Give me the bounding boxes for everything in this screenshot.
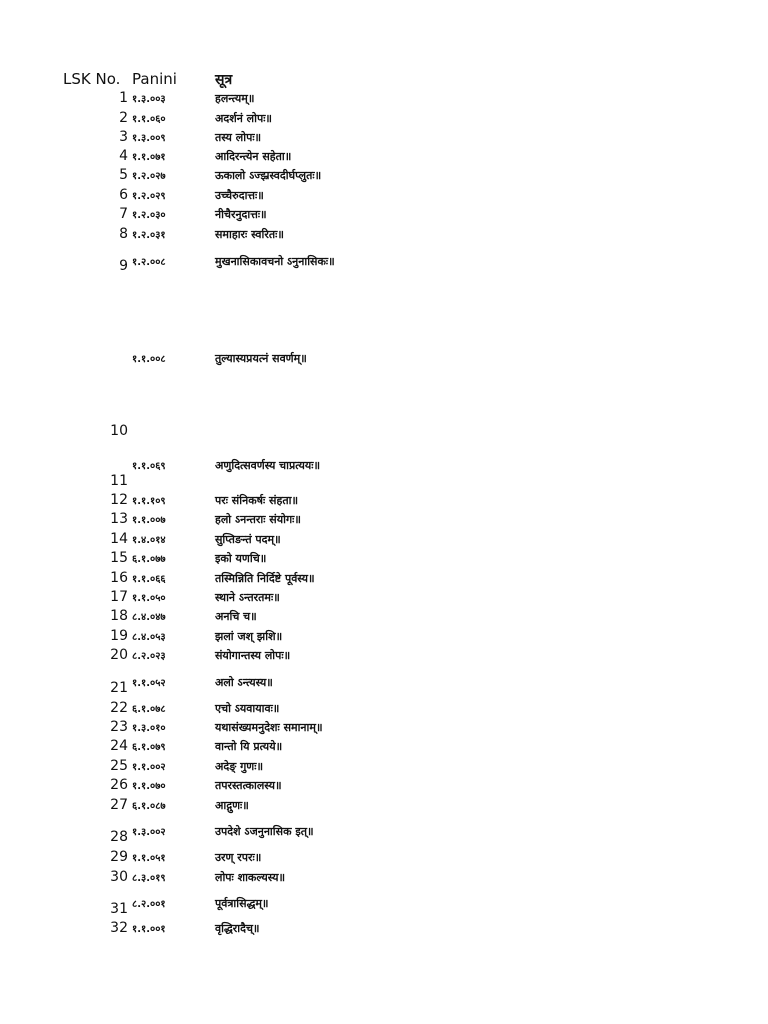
lsk-number: 18 (110, 608, 128, 624)
lsk-number: 20 (110, 647, 128, 663)
panini-ref: १.३.००३ (132, 94, 166, 105)
sutra-text: अदर्शनं लोपः॥ (215, 112, 273, 125)
panini-ref: १.१.०५१ (132, 853, 166, 864)
sutra-text: अलो ऽन्त्यस्य॥ (215, 676, 273, 689)
sutra-text: तपरस्तत्कालस्य॥ (215, 779, 282, 792)
panini-ref: १.१.०५० (132, 593, 166, 604)
panini-ref: १.१.००७ (132, 515, 166, 526)
lsk-number: 4 (119, 148, 128, 164)
sutra-text: ऊकालो ऽज्झ्रस्वदीर्घप्लुतः॥ (215, 169, 322, 182)
lsk-number: 24 (110, 738, 128, 754)
panini-ref: ८.४.०४७ (132, 612, 166, 623)
lsk-number: 9 (119, 258, 128, 274)
lsk-number: 13 (110, 511, 128, 527)
sutra-text: वान्तो यि प्रत्यये॥ (215, 740, 283, 753)
panini-ref: १.२.०२७ (132, 171, 166, 182)
panini-ref: १.१.०५२ (132, 678, 166, 689)
sutra-text: अणुदित्सवर्णस्य चाप्रत्ययः॥ (215, 459, 321, 472)
lsk-number: 27 (110, 797, 128, 813)
panini-ref: १.३.००२ (132, 827, 166, 838)
lsk-number: 19 (110, 628, 128, 644)
lsk-number: 25 (110, 758, 128, 774)
sutra-text: तस्य लोपः॥ (215, 131, 262, 144)
panini-ref: १.१.०७१ (132, 152, 166, 163)
sutra-text: हलन्त्यम्॥ (215, 92, 255, 105)
panini-ref: १.२.००८ (132, 257, 166, 268)
sutra-text: तुल्यास्यप्रयत्नं सवर्णम्॥ (215, 352, 307, 365)
panini-ref: ६.१.०७८ (132, 704, 166, 715)
sutra-text: उपदेशे ऽजनुनासिक इत्॥ (215, 825, 314, 838)
panini-ref: १.१.००८ (132, 354, 166, 365)
sutra-text: तस्मिन्निति निर्दिष्टे पूर्वस्य॥ (215, 572, 315, 585)
lsk-number: 31 (110, 901, 128, 917)
sutra-text: मुखनासिकावचनो ऽनुनासिकः॥ (215, 255, 335, 268)
sutra-text: वृद्धिरादैच्॥ (215, 922, 260, 935)
panini-ref: १.१.०६६ (132, 574, 166, 585)
lsk-number: 21 (110, 680, 128, 696)
sutra-text: लोपः शाकल्यस्य॥ (215, 871, 286, 884)
panini-ref: १.२.०३१ (132, 230, 166, 241)
sutra-text: यथासंख्यमनुदेशः समानाम्॥ (215, 721, 323, 734)
lsk-number: 2 (119, 110, 128, 126)
lsk-number: 11 (110, 473, 128, 489)
sutra-text: नीचैरनुदात्तः॥ (215, 208, 267, 221)
lsk-number: 26 (110, 777, 128, 793)
sutra-text: हलो ऽनन्तराः संयोगः॥ (215, 513, 301, 526)
lsk-number: 15 (110, 550, 128, 566)
lsk-number: 12 (110, 492, 128, 508)
lsk-number: 30 (110, 869, 128, 885)
panini-ref: ८.२.०२३ (132, 651, 166, 662)
lsk-number: 5 (119, 167, 128, 183)
sutra-text: एचो ऽयवायावः॥ (215, 702, 280, 715)
sutra-text: इको यणचि॥ (215, 552, 267, 565)
sutra-text: अनचि च॥ (215, 610, 257, 623)
sutra-text: पूर्वत्रासिद्धम्॥ (215, 897, 269, 910)
lsk-number: 29 (110, 849, 128, 865)
panini-ref: १.३.००९ (132, 133, 166, 144)
sutra-text: परः संनिकर्षः संहता॥ (215, 494, 299, 507)
sutra-text: आद्गुणः॥ (215, 799, 249, 812)
panini-ref: १.४.०१४ (132, 535, 166, 546)
header-lsk-no: LSK No. (63, 70, 121, 88)
lsk-number: 23 (110, 719, 128, 735)
panini-ref: १.१.०७० (132, 781, 166, 792)
panini-ref: १.१.१०९ (132, 496, 166, 507)
sutra-text: संयोगान्तस्य लोपः॥ (215, 649, 291, 662)
lsk-number: 8 (119, 226, 128, 242)
panini-ref: ८.२.००१ (132, 899, 166, 910)
panini-ref: ६.१.०७९ (132, 742, 166, 753)
lsk-number: 10 (110, 423, 128, 439)
panini-ref: १.१.००१ (132, 924, 166, 935)
panini-ref: ८.३.०१९ (132, 873, 166, 884)
lsk-number: 1 (119, 90, 128, 106)
panini-ref: १.२.०३० (132, 210, 166, 221)
sutra-text: सुप्तिङन्तं पदम्॥ (215, 533, 281, 546)
lsk-number: 28 (110, 829, 128, 845)
panini-ref: ६.१.०७७ (132, 554, 166, 565)
lsk-number: 3 (119, 129, 128, 145)
panini-ref: ६.१.०८७ (132, 801, 166, 812)
sutra-text: उच्चैरुदात्तः॥ (215, 189, 264, 202)
lsk-number: 7 (119, 206, 128, 222)
lsk-number: 32 (110, 920, 128, 936)
sutra-text: झलां जश् झशि॥ (215, 630, 283, 643)
panini-ref: १.१.०६० (132, 114, 166, 125)
panini-ref: १.१.००२ (132, 762, 166, 773)
sutra-text: अदेङ् गुणः॥ (215, 760, 264, 773)
header-sutra: सूत्र (215, 72, 233, 88)
panini-ref: ८.४.०५३ (132, 632, 166, 643)
sutra-text: स्थाने ऽन्तरतमः॥ (215, 591, 280, 604)
lsk-number: 14 (110, 531, 128, 547)
sutra-text: समाहारः स्वरितः॥ (215, 228, 284, 241)
lsk-number: 22 (110, 700, 128, 716)
lsk-number: 6 (119, 187, 128, 203)
panini-ref: १.१.०६९ (132, 461, 166, 472)
sutra-text: उरण् रपरः॥ (215, 851, 262, 864)
panini-ref: १.२.०२९ (132, 191, 166, 202)
panini-ref: १.३.०१० (132, 723, 166, 734)
header-panini: Panini (132, 70, 177, 88)
sutra-text: आदिरन्त्येन सहेता॥ (215, 150, 292, 163)
lsk-number: 17 (110, 589, 128, 605)
lsk-number: 16 (110, 570, 128, 586)
